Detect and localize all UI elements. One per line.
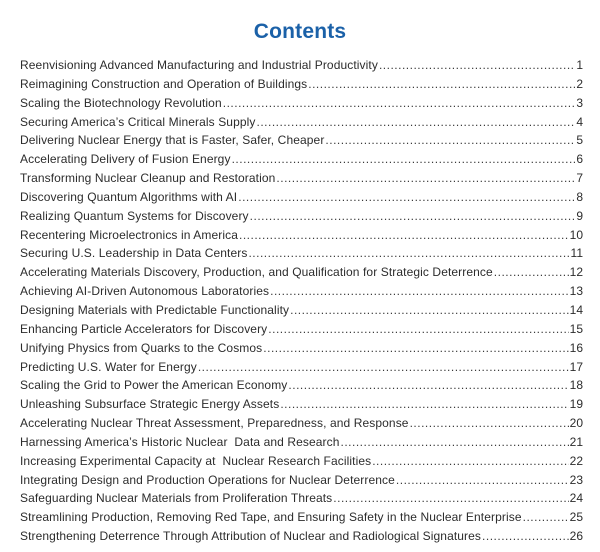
- toc-entry-title: Unleashing Subsurface Strategic Energy Assets: [20, 397, 280, 412]
- toc-entry-title: Harnessing America’s Historic Nuclear Data and Research: [20, 434, 340, 449]
- toc-dot-leader: [494, 265, 569, 279]
- toc-entry[interactable]: [20, 96, 583, 115]
- toc-entry-title: Enhancing Particle Accelerators for Discovery: [20, 321, 268, 336]
- toc-entry-page: 13: [569, 284, 583, 299]
- toc-dot-leader: [257, 115, 576, 129]
- toc-entry[interactable]: [20, 360, 583, 379]
- toc-entry[interactable]: [20, 322, 583, 341]
- toc-entry-title: Integrating Design and Production Operations for Nuclear Deterrence: [20, 472, 395, 487]
- toc-entry-title: Securing U.S. Leadership in Data Centers: [20, 246, 248, 261]
- toc-entry-page: 14: [569, 302, 583, 317]
- toc-dot-leader: [372, 454, 568, 468]
- toc-entry-page: 15: [569, 321, 583, 336]
- toc-entry[interactable]: [20, 58, 583, 77]
- toc-dot-leader: [238, 190, 575, 204]
- toc-entry-title: Designing Materials with Predictable Functionality: [20, 302, 290, 317]
- toc-dot-leader: [268, 322, 568, 336]
- toc-entry[interactable]: [20, 416, 583, 435]
- toc-entry-page: 5: [576, 133, 583, 148]
- toc-entry[interactable]: [20, 435, 583, 454]
- toc-entry-page: 16: [569, 340, 583, 355]
- toc-entry[interactable]: [20, 77, 583, 96]
- toc-entry[interactable]: [20, 152, 583, 171]
- toc-dot-leader: [396, 473, 569, 487]
- toc-entry-page: 18: [569, 378, 583, 393]
- toc-dot-leader: [308, 77, 575, 91]
- toc-dot-leader: [232, 152, 576, 166]
- toc-dot-leader: [250, 209, 576, 223]
- toc-entry-title: Transforming Nuclear Cleanup and Restoration: [20, 171, 276, 186]
- toc-entry-page: 20: [569, 416, 583, 431]
- toc-entry-page: 24: [569, 491, 583, 506]
- toc-dot-leader: [288, 378, 568, 392]
- toc-dot-leader: [280, 397, 568, 411]
- toc-entry-page: 3: [576, 95, 583, 110]
- toc-entry[interactable]: [20, 378, 583, 397]
- toc-entry-page: 25: [569, 510, 583, 525]
- toc-entry-title: Strengthening Deterrence Through Attribution of Nuclear and Radiological Signatures: [20, 529, 482, 544]
- toc-entry-page: 26: [569, 529, 583, 544]
- toc-entry-title: Scaling the Grid to Power the American Economy: [20, 378, 288, 393]
- toc-dot-leader: [198, 360, 569, 374]
- toc-entry-title: Accelerating Nuclear Threat Assessment, Preparedness, and Response: [20, 416, 409, 431]
- toc-dot-leader: [523, 510, 569, 524]
- toc-entry[interactable]: [20, 510, 583, 529]
- toc-entry-title: Discovering Quantum Algorithms with AI: [20, 189, 238, 204]
- toc-entry[interactable]: [20, 529, 583, 548]
- toc-entry[interactable]: [20, 303, 583, 322]
- toc-entry[interactable]: [20, 171, 583, 190]
- toc-dot-leader: [239, 228, 569, 242]
- toc-entry[interactable]: [20, 284, 583, 303]
- toc-entry-title: Increasing Experimental Capacity at Nuclear Research Facilities: [20, 453, 372, 468]
- toc-entry-title: Securing America’s Critical Minerals Supply: [20, 114, 256, 129]
- toc-dot-leader: [263, 341, 568, 355]
- toc-entry[interactable]: [20, 209, 583, 228]
- toc-entry-title: Scaling the Biotechnology Revolution: [20, 95, 222, 110]
- toc-entry-title: Delivering Nuclear Energy that is Faster, Safer, Cheaper: [20, 133, 325, 148]
- toc-entry-page: 2: [576, 76, 583, 91]
- toc-entry-page: 21: [569, 434, 583, 449]
- toc-entry-page: 6: [576, 152, 583, 167]
- toc-entry-title: Accelerating Delivery of Fusion Energy: [20, 152, 231, 167]
- toc-entry-page: 8: [576, 189, 583, 204]
- toc-entry-title: Predicting U.S. Water for Energy: [20, 359, 197, 374]
- toc-entry[interactable]: [20, 265, 583, 284]
- toc-entry[interactable]: [20, 397, 583, 416]
- toc-entry-page: 9: [576, 208, 583, 223]
- toc-entry[interactable]: [20, 228, 583, 247]
- toc-entry-title: Realizing Quantum Systems for Discovery: [20, 208, 249, 223]
- page-title: Contents: [253, 20, 347, 43]
- toc-entry-page: 1: [576, 58, 583, 72]
- toc-dot-leader: [482, 529, 569, 543]
- toc-entry-page: 11: [570, 246, 583, 261]
- toc-entry-title: Streamlining Production, Removing Red Tape, and Ensuring Safety in the Nuclear Enterprise: [20, 510, 522, 525]
- toc-entry-page: 7: [576, 171, 583, 186]
- toc-entry-page: 12: [569, 265, 583, 280]
- toc-entry-title: Reimagining Construction and Operation of Buildings: [20, 76, 308, 91]
- toc-dot-leader: [379, 58, 575, 72]
- toc-dot-leader: [248, 246, 569, 260]
- toc-entry[interactable]: [20, 133, 583, 152]
- toc-entry[interactable]: [20, 246, 583, 265]
- toc-entry-page: 23: [569, 472, 583, 487]
- toc-entry[interactable]: [20, 341, 583, 360]
- toc-dot-leader: [270, 284, 569, 298]
- toc-entry[interactable]: [20, 190, 583, 209]
- toc-entry-title: Achieving AI-Driven Autonomous Laboratories: [20, 284, 270, 299]
- toc-entry[interactable]: [20, 491, 583, 510]
- toc-entry[interactable]: [20, 115, 583, 134]
- toc-entry-page: 10: [569, 227, 583, 242]
- toc-dot-leader: [341, 435, 569, 449]
- toc-entry-page: 22: [569, 453, 583, 468]
- toc-entry-title: Safeguarding Nuclear Materials from Proliferation Threats: [20, 491, 333, 506]
- toc-dot-leader: [276, 171, 575, 185]
- toc-entry-title: Unifying Physics from Quarks to the Cosmos: [20, 340, 263, 355]
- toc-list: [0, 58, 600, 548]
- toc-entry[interactable]: [20, 454, 583, 473]
- toc-entry-title: Reenvisioning Advanced Manufacturing and Industrial Productivity: [20, 58, 378, 72]
- toc-dot-leader: [223, 96, 576, 110]
- toc-dot-leader: [333, 491, 568, 505]
- toc-dot-leader: [410, 416, 569, 430]
- toc-entry-page: 4: [576, 114, 583, 129]
- toc-dot-leader: [290, 303, 569, 317]
- toc-entry-title: Recentering Microelectronics in America: [20, 227, 238, 242]
- toc-entry-page: 19: [569, 397, 583, 412]
- toc-entry[interactable]: [20, 473, 583, 492]
- toc-entry-page: 17: [569, 359, 583, 374]
- toc-dot-leader: [325, 133, 575, 147]
- toc-entry-title: Accelerating Materials Discovery, Production, and Qualification for Strategic Deterrence: [20, 265, 493, 280]
